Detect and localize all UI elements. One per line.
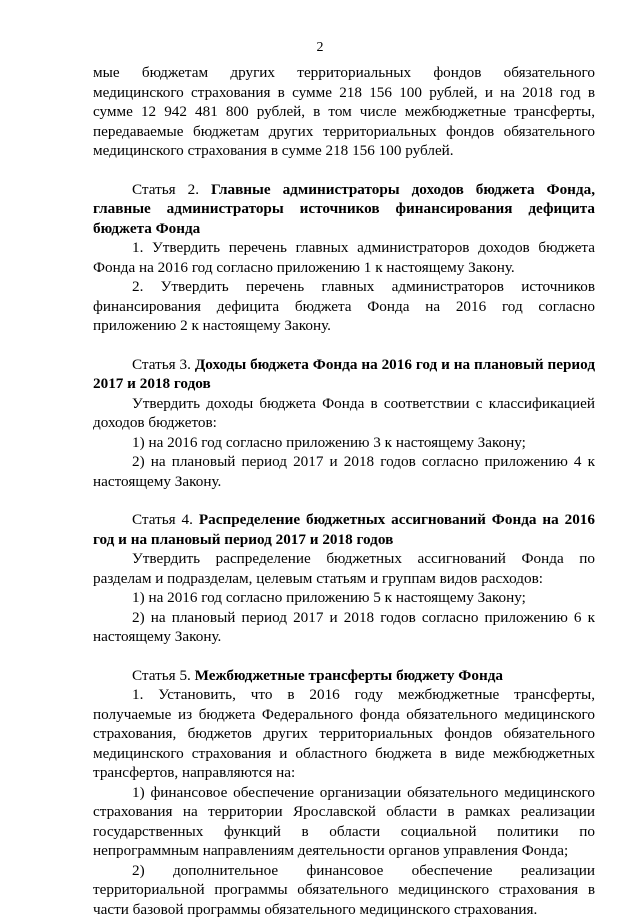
- article-paragraph: 1. Утвердить перечень главных администраторов доходов бюджета Фонда на 2016 год согласно приложению 1 к настоящему Закону.: [93, 238, 595, 277]
- article-paragraph: 2) дополнительное финансовое обеспечение реализации территориальной программы обязательного медицинского страхования в части базовой программы обязательного медицинского страхования.: [93, 861, 595, 919]
- article-paragraph: 2) на плановый период 2017 и 2018 годов согласно приложению 6 к настоящему Закону.: [93, 608, 595, 647]
- article-heading: [93, 510, 595, 549]
- article-heading: [93, 180, 595, 239]
- page-number: 2: [0, 38, 640, 58]
- article-title: Распределение бюджетных ассигнований Фонда на 2016 год и на плановый период 2017 и 2018 годов: [93, 511, 595, 548]
- article-paragraph: 1. Установить, что в 2016 году межбюджетные трансферты, получаемые из бюджета Федерального фонда обязательного медицинского страхования, бюджетов других территориальных фондов обязательного медицинского страхования и областного бюджета в виде межбюджетных трансфертов, направляются на:: [93, 685, 595, 783]
- article-number: Статья 4.: [132, 511, 193, 528]
- article-number: Статья 2.: [132, 181, 199, 198]
- article-paragraph: 1) на 2016 год согласно приложению 3 к настоящему Закону;: [93, 433, 595, 453]
- article-title: Доходы бюджета Фонда на 2016 год и на плановый период 2017 и 2018 годов: [93, 356, 595, 393]
- article-heading: [93, 666, 595, 686]
- article-number: Статья 3.: [132, 356, 191, 373]
- document-body: [93, 63, 595, 919]
- article-paragraph: 2. Утвердить перечень главных администраторов источников финансирования дефицита бюджета Фонда на 2016 год согласно приложению 2 к настоящему Закону.: [93, 277, 595, 336]
- article-5: [93, 666, 595, 919]
- article-4: [93, 510, 595, 647]
- article-paragraph: 2) на плановый период 2017 и 2018 годов согласно приложению 4 к настоящему Закону.: [93, 452, 595, 491]
- article-2: [93, 180, 595, 336]
- intro-paragraph: мые бюджетам других территориальных фондов обязательного медицинского страхования в сумме 218 156 100 рублей, и на 2018 год в сумме 12 942 481 800 рублей, в том числе межбюджетные трансферты, передаваемые бюджетам других территориальных фондов обязательного медицинского страхования в сумме 218 156 100 рублей.: [93, 63, 595, 161]
- article-paragraph: 1) на 2016 год согласно приложению 5 к настоящему Закону;: [93, 588, 595, 608]
- article-3: [93, 355, 595, 492]
- article-paragraph: 1) финансовое обеспечение организации обязательного медицинского страхования на территории Ярославской области в рамках реализации государственных функций в области социальной политики по непрограммным направлениям деятельности органов управления Фонда;: [93, 783, 595, 861]
- article-heading: [93, 355, 595, 394]
- article-number: Статья 5.: [132, 667, 191, 684]
- article-paragraph: Утвердить распределение бюджетных ассигнований Фонда по разделам и подразделам, целевым статьям и группам видов расходов:: [93, 549, 595, 588]
- article-paragraph: Утвердить доходы бюджета Фонда в соответствии с классификацией доходов бюджетов:: [93, 394, 595, 433]
- article-title: Главные администраторы доходов бюджета Фонда, главные администраторы источников финансирования дефицита бюджета Фонда: [93, 181, 595, 237]
- article-title: Межбюджетные трансферты бюджету Фонда: [195, 667, 503, 684]
